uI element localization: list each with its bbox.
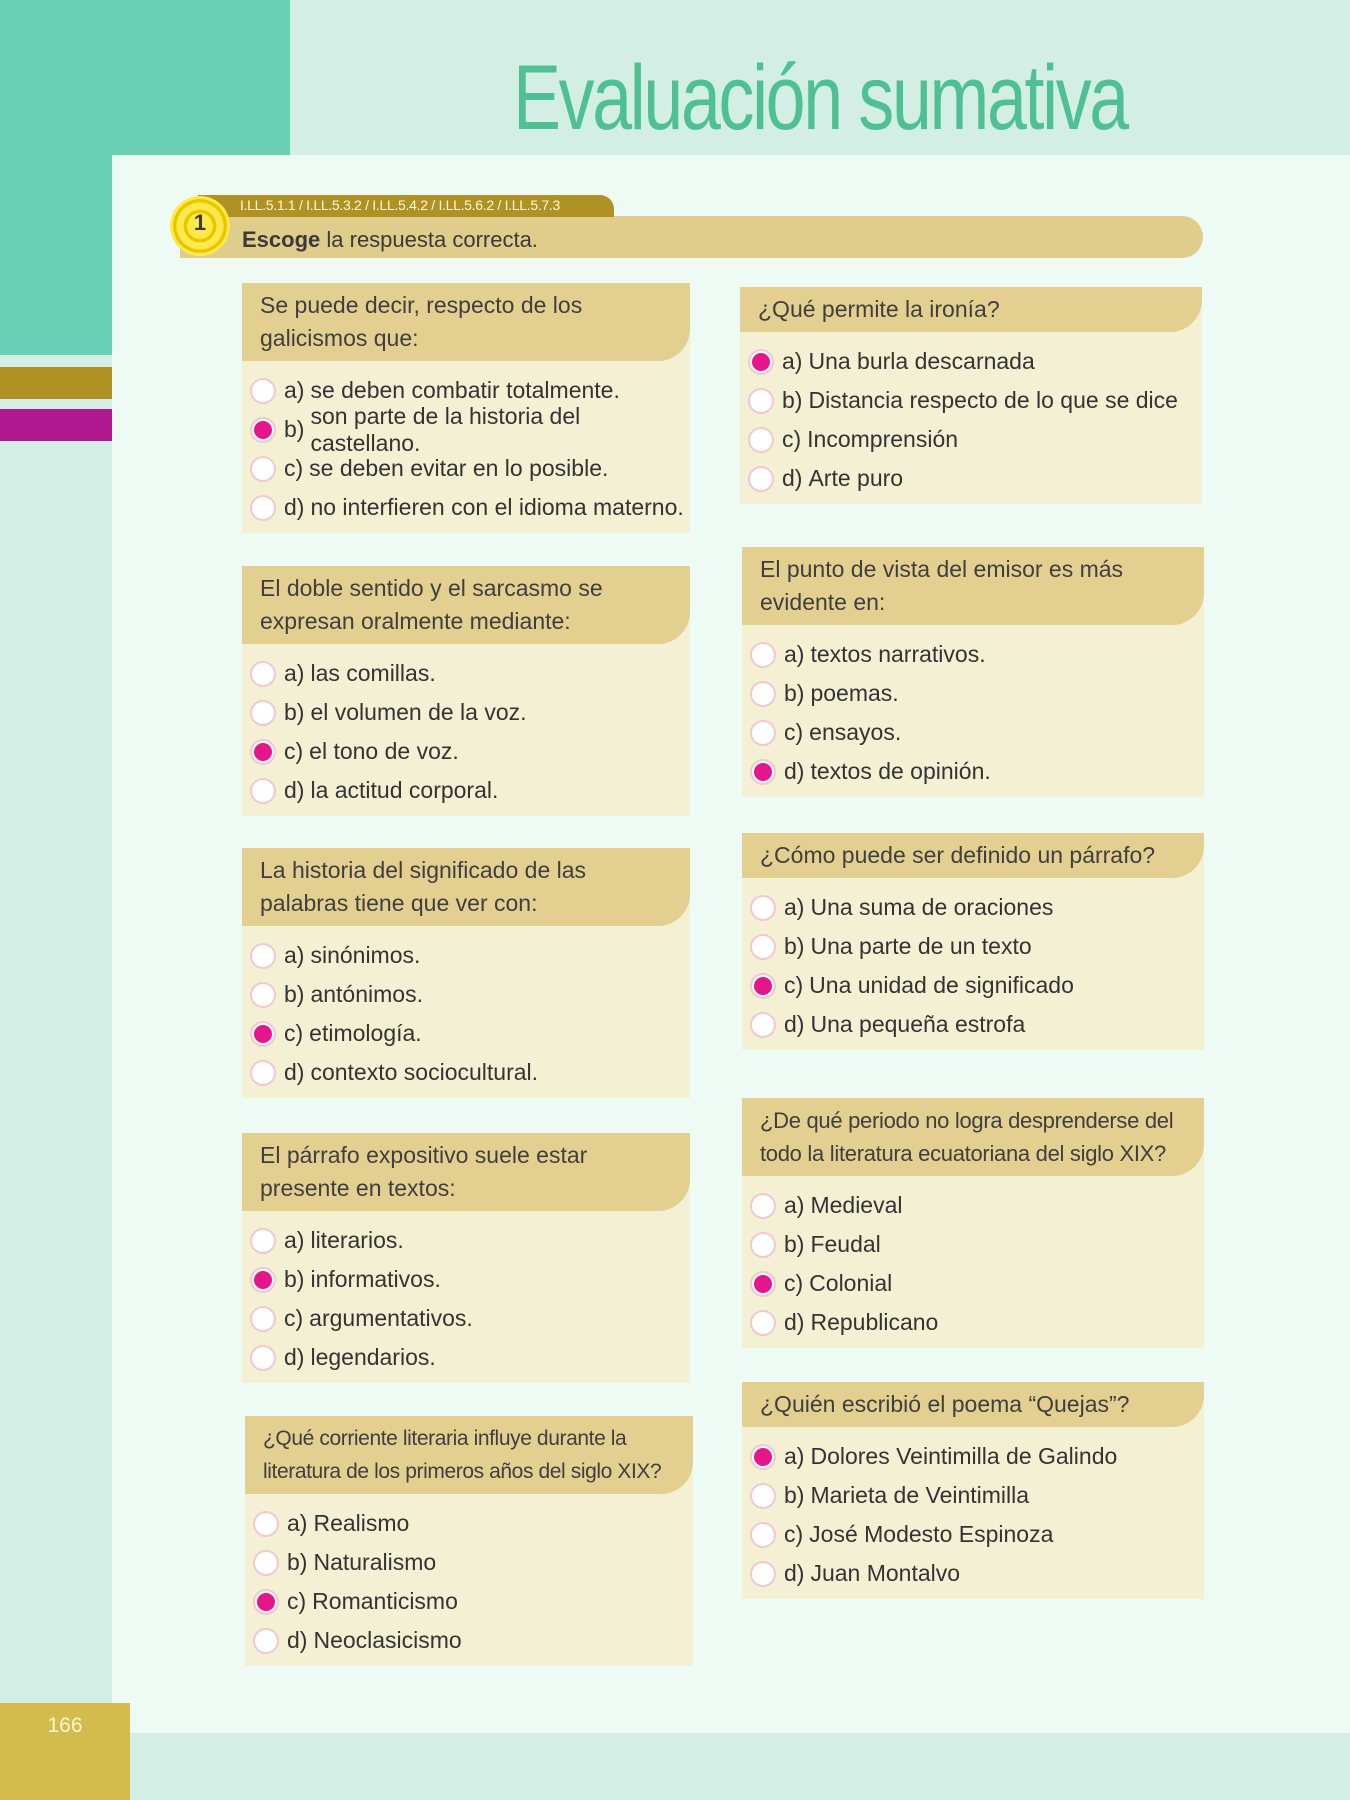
radio-button[interactable] <box>750 759 776 785</box>
option-letter: d) <box>284 1344 305 1370</box>
option-letter: a) <box>287 1510 308 1536</box>
radio-button[interactable] <box>750 681 776 707</box>
skill-codes: I.LL.5.1.1 / I.LL.5.3.2 / I.LL.5.4.2 / I.LL.5.6.2 / I.LL.5.7.3 <box>240 197 560 213</box>
option-c[interactable] <box>253 1582 693 1621</box>
option-letter: d) <box>784 1560 805 1586</box>
option-text: Juan Montalvo <box>810 1560 961 1586</box>
radio-button[interactable] <box>750 895 776 921</box>
option-d[interactable] <box>748 459 1202 498</box>
option-letter: b) <box>784 933 805 959</box>
option-letter: b) <box>287 1549 308 1575</box>
question-prompt: ¿Cómo puede ser definido un párrafo? <box>742 833 1204 878</box>
radio-button[interactable] <box>750 1310 776 1336</box>
option-c[interactable] <box>750 1515 1204 1554</box>
radio-button[interactable] <box>250 1345 276 1371</box>
option-d[interactable] <box>750 752 1204 791</box>
option-b[interactable] <box>750 927 1204 966</box>
option-b[interactable] <box>250 1260 690 1299</box>
question-prompt: El doble sentido y el sarcasmo se expresan oralmente mediante: <box>242 566 690 644</box>
option-b[interactable] <box>253 1543 693 1582</box>
option-text: Una suma de oraciones <box>810 894 1054 920</box>
option-text: Distancia respecto de lo que se dice <box>808 387 1178 413</box>
option-letter: b) <box>784 1482 805 1508</box>
question-card <box>742 1382 1204 1599</box>
option-b[interactable] <box>750 1476 1204 1515</box>
option-text: textos narrativos. <box>810 641 986 667</box>
radio-button[interactable] <box>250 456 276 482</box>
radio-button[interactable] <box>750 934 776 960</box>
option-a[interactable] <box>750 1186 1204 1225</box>
question-prompt: El párrafo expositivo suele estar presente en textos: <box>242 1133 690 1211</box>
option-list <box>245 1494 693 1666</box>
side-stripe-olive <box>0 367 112 399</box>
radio-button[interactable] <box>250 1306 276 1332</box>
option-text: Arte puro <box>808 465 904 491</box>
option-c[interactable] <box>748 420 1202 459</box>
option-a[interactable] <box>253 1504 693 1543</box>
option-text: se deben combatir totalmente. <box>310 377 620 403</box>
option-c[interactable] <box>250 732 690 771</box>
radio-button[interactable] <box>750 1271 776 1297</box>
radio-button[interactable] <box>750 1232 776 1258</box>
option-b[interactable] <box>250 975 690 1014</box>
option-letter: c) <box>284 455 304 481</box>
radio-button[interactable] <box>748 388 774 414</box>
option-c[interactable] <box>250 1299 690 1338</box>
option-d[interactable] <box>250 771 690 810</box>
option-list <box>742 1427 1204 1599</box>
option-text: Una unidad de significado <box>809 972 1074 998</box>
option-letter: d) <box>284 1059 305 1085</box>
option-letter: a) <box>284 377 305 403</box>
option-list <box>742 625 1204 797</box>
option-text: Una burla descarnada <box>808 348 1035 374</box>
radio-button[interactable] <box>250 1228 276 1254</box>
option-b[interactable] <box>750 674 1204 713</box>
activity-number: 1 <box>193 210 207 235</box>
option-text: Medieval <box>810 1192 903 1218</box>
radio-button[interactable] <box>748 349 774 375</box>
question-card <box>242 1133 690 1383</box>
option-text: se deben evitar en lo posible. <box>309 455 609 481</box>
question-prompt: El punto de vista del emisor es más evidente en: <box>742 547 1204 625</box>
question-prompt: ¿De qué periodo no logra desprenderse del todo la literatura ecuatoriana del siglo XIX? <box>742 1098 1204 1176</box>
option-letter: b) <box>782 387 803 413</box>
option-letter: c) <box>287 1588 307 1614</box>
option-letter: c) <box>284 738 304 764</box>
option-text: Feudal <box>810 1231 881 1257</box>
option-text: literarios. <box>310 1227 404 1253</box>
radio-button[interactable] <box>748 466 774 492</box>
option-d[interactable] <box>750 1554 1204 1593</box>
option-c[interactable] <box>750 1264 1204 1303</box>
option-letter: d) <box>784 758 805 784</box>
option-letter: b) <box>784 680 805 706</box>
option-list <box>242 644 690 816</box>
option-text: José Modesto Espinoza <box>809 1521 1054 1547</box>
option-letter: b) <box>284 1266 305 1292</box>
option-letter: a) <box>284 660 305 686</box>
question-prompt: ¿Quién escribió el poema “Quejas”? <box>742 1382 1204 1427</box>
radio-button[interactable] <box>748 427 774 453</box>
option-a[interactable] <box>250 1221 690 1260</box>
option-text: la actitud corporal. <box>310 777 499 803</box>
radio-button[interactable] <box>253 1511 279 1537</box>
option-text: Una parte de un texto <box>810 933 1032 959</box>
option-text: Incomprensión <box>807 426 959 452</box>
option-letter: b) <box>284 699 305 725</box>
option-text: Colonial <box>809 1270 893 1296</box>
option-letter: a) <box>784 894 805 920</box>
option-d[interactable] <box>250 1338 690 1377</box>
option-text: las comillas. <box>310 660 436 686</box>
option-letter: d) <box>284 494 305 520</box>
option-text: etimología. <box>309 1020 422 1046</box>
instruction-verb: Escoge <box>242 227 321 252</box>
option-text: sinónimos. <box>310 942 421 968</box>
radio-button[interactable] <box>250 982 276 1008</box>
option-d[interactable] <box>750 1005 1204 1044</box>
option-a[interactable] <box>250 654 690 693</box>
side-stripe-magenta <box>0 409 112 441</box>
radio-button[interactable] <box>253 1589 279 1615</box>
option-text: Republicano <box>810 1309 939 1335</box>
radio-button[interactable] <box>250 378 276 404</box>
option-text: son parte de la historia del castellano. <box>310 402 581 456</box>
radio-button[interactable] <box>250 661 276 687</box>
radio-button[interactable] <box>250 1060 276 1086</box>
option-b[interactable] <box>250 402 690 456</box>
option-c[interactable] <box>250 1014 690 1053</box>
option-list <box>242 926 690 1098</box>
option-list <box>242 1211 690 1383</box>
radio-button[interactable] <box>250 1267 276 1293</box>
option-text: Romanticismo <box>312 1588 458 1614</box>
radio-button[interactable] <box>250 739 276 765</box>
option-list <box>742 1176 1204 1348</box>
option-list <box>740 332 1202 504</box>
option-letter: d) <box>284 777 305 803</box>
option-c[interactable] <box>750 966 1204 1005</box>
radio-button[interactable] <box>250 700 276 726</box>
question-card <box>245 1416 693 1666</box>
option-text: Una pequeña estrofa <box>810 1011 1026 1037</box>
option-text: textos de opinión. <box>810 758 991 784</box>
option-letter: a) <box>284 1227 305 1253</box>
option-a[interactable] <box>750 1437 1204 1476</box>
option-b[interactable] <box>748 381 1202 420</box>
option-text: argumentativos. <box>309 1305 473 1331</box>
option-text: el tono de voz. <box>309 738 459 764</box>
option-letter: a) <box>784 1192 805 1218</box>
question-card <box>740 287 1202 504</box>
option-letter: a) <box>784 1443 805 1469</box>
option-list <box>742 878 1204 1050</box>
instruction-text: la respuesta correcta. <box>320 227 538 252</box>
option-letter: a) <box>284 942 305 968</box>
question-card <box>242 566 690 816</box>
option-text: Marieta de Veintimilla <box>810 1482 1030 1508</box>
option-letter: c) <box>784 1521 804 1547</box>
option-letter: a) <box>782 348 803 374</box>
activity-instruction <box>242 227 538 253</box>
option-letter: b) <box>784 1231 805 1257</box>
radio-button[interactable] <box>250 943 276 969</box>
option-text: contexto sociocultural. <box>310 1059 539 1085</box>
option-letter: c) <box>784 1270 804 1296</box>
option-d[interactable] <box>750 1303 1204 1342</box>
option-letter: d) <box>784 1011 805 1037</box>
radio-button[interactable] <box>250 495 276 521</box>
option-text: no interfieren con el idioma materno. <box>310 494 684 520</box>
option-d[interactable] <box>250 1053 690 1092</box>
option-b[interactable] <box>250 693 690 732</box>
question-prompt: ¿Qué corriente literaria influye durante la literatura de los primeros años del siglo XIX? <box>245 1416 693 1494</box>
option-text: poemas. <box>810 680 899 706</box>
question-prompt: La historia del significado de las palabras tiene que ver con: <box>242 848 690 926</box>
option-text: informativos. <box>310 1266 441 1292</box>
option-a[interactable] <box>750 635 1204 674</box>
radio-button[interactable] <box>250 1021 276 1047</box>
option-text: Realismo <box>313 1510 410 1536</box>
option-letter: d) <box>287 1627 308 1653</box>
bottom-band <box>130 1733 1350 1800</box>
radio-button[interactable] <box>750 1193 776 1219</box>
option-text: el volumen de la voz. <box>310 699 527 725</box>
radio-button[interactable] <box>253 1550 279 1576</box>
option-text: ensayos. <box>809 719 902 745</box>
option-letter: b) <box>284 416 305 442</box>
option-letter: c) <box>784 719 804 745</box>
question-card <box>742 833 1204 1050</box>
question-card <box>242 848 690 1098</box>
option-text: Naturalismo <box>313 1549 437 1575</box>
option-d[interactable] <box>253 1621 693 1660</box>
radio-button[interactable] <box>750 642 776 668</box>
option-letter: c) <box>284 1020 304 1046</box>
option-letter: d) <box>784 1309 805 1335</box>
question-prompt: Se puede decir, respecto de los galicismos que: <box>242 283 690 361</box>
option-a[interactable] <box>250 936 690 975</box>
option-text: legendarios. <box>310 1344 436 1370</box>
radio-button[interactable] <box>253 1628 279 1654</box>
radio-button[interactable] <box>250 417 276 443</box>
option-text: Neoclasicismo <box>313 1627 462 1653</box>
question-prompt: ¿Qué permite la ironía? <box>740 287 1202 332</box>
option-letter: c) <box>782 426 802 452</box>
radio-button[interactable] <box>750 1444 776 1470</box>
radio-button[interactable] <box>750 1012 776 1038</box>
option-d[interactable] <box>250 488 690 527</box>
question-card <box>742 1098 1204 1348</box>
question-card <box>242 283 690 533</box>
page-number: 166 <box>47 1714 83 1737</box>
option-a[interactable] <box>750 888 1204 927</box>
option-text: Dolores Veintimilla de Galindo <box>810 1443 1118 1469</box>
option-c[interactable] <box>750 713 1204 752</box>
option-list <box>242 361 690 533</box>
option-letter: c) <box>784 972 804 998</box>
radio-button[interactable] <box>750 720 776 746</box>
page-title: Evaluación sumativa <box>513 47 1127 149</box>
radio-button[interactable] <box>750 973 776 999</box>
option-letter: b) <box>284 981 305 1007</box>
option-b[interactable] <box>750 1225 1204 1264</box>
option-letter: d) <box>782 465 803 491</box>
radio-button[interactable] <box>250 778 276 804</box>
radio-button[interactable] <box>750 1522 776 1548</box>
radio-button[interactable] <box>750 1483 776 1509</box>
radio-button[interactable] <box>750 1561 776 1587</box>
option-a[interactable] <box>748 342 1202 381</box>
option-letter: c) <box>284 1305 304 1331</box>
question-card <box>742 547 1204 797</box>
option-text: antónimos. <box>310 981 423 1007</box>
option-letter: a) <box>784 641 805 667</box>
